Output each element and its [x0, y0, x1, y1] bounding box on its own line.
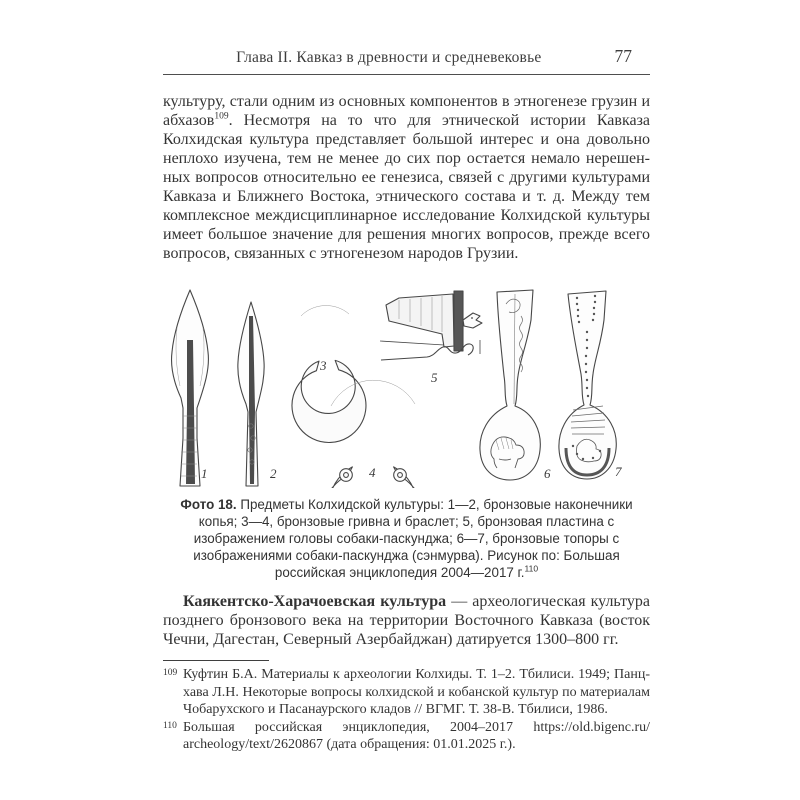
footnote-separator — [163, 660, 269, 661]
footnote-109 — [163, 666, 650, 719]
paragraph-kayakent-culture — [163, 592, 650, 649]
page-number: 77 — [614, 46, 632, 66]
figure-caption — [163, 496, 650, 581]
page-header — [163, 46, 650, 75]
grivna-ring-drawing — [292, 306, 366, 443]
figure-item-number: 3 — [320, 358, 327, 373]
paragraph-text: . Несмотря на то что для этнической истории Кавказа Колхидская культура представляет большой интерес и она довольно неплохо изучена, тем не менее до сих пор остается немало нерешенных вопросов относительно ее генезиса, связей с другими культурами Кавказа и Ближнего Востока, этнического состава и т. д. Между тем комплексное междисциплинарное исследование Колхидской культуры имеет большое значение для решения многих вопросов, прежде всего вопросов, связанных с этногенезом народов Грузии. — [163, 112, 650, 262]
footnote-number: 110 — [163, 720, 177, 731]
figure-item-number: 4 — [369, 465, 376, 480]
paragraph-text: — археологическая культура позднего бронзового века на территории Восточного Кавказа (восток Чечни, Дагестан, Северный Азербайджан) датируется 1300–800 гг. — [163, 593, 650, 648]
artifact-line-drawing — [163, 288, 650, 488]
paragraph-colchian-culture — [163, 92, 650, 263]
paragraph-text: культуру, стали одним из основных компонентов в этногенезе грузин и абхазов — [163, 93, 650, 129]
running-head-title: Глава II. Кавказ в древности и средневековье — [236, 49, 542, 66]
axe-7-drawing — [559, 291, 616, 479]
footnote-text: Куфтин Б.А. Материалы к археологии Колхиды. Т. 1–2. Тбилиси. 1949; Панцхава Л.Н. Некоторые вопросы колхидской и кобанской культур по материалам Чобарухского и Пасанаурского кладов // ВГМГ. Т. 38-В. Тбилиси, 1986. — [183, 667, 650, 718]
figure-item-number: 6 — [544, 466, 551, 481]
figure-item-number: 2 — [270, 466, 277, 481]
term-bold: Каякентско-Харачоевская культура — [183, 593, 447, 610]
figure-item-number: 5 — [431, 370, 438, 385]
footnote-ref-110: 110 — [524, 563, 539, 574]
footnote-ref-109: 109 — [214, 111, 229, 122]
caption-label: Фото 18. — [180, 497, 237, 512]
caption-text: Предметы Колхидской культуры: 1—2, бронзовые наконечники копья; 3—4, бронзовые гривна и браслет; 5, бронзовая пластина с изображением головы собаки-паскунджа; 6—7, бронзовые топоры с изображениями собаки-паскунджа (сэнмурва). Рисунок по: Большая российская энциклопедия 2004—2017 г. — [193, 497, 633, 580]
footnote-110 — [163, 719, 650, 754]
figure-item-number: 1 — [201, 466, 208, 481]
spearhead-2-drawing — [238, 302, 264, 486]
footnotes-block — [163, 666, 650, 754]
axe-6-drawing — [480, 290, 540, 480]
spearhead-1-drawing — [172, 290, 209, 486]
plate-dog-head-drawing — [380, 291, 482, 360]
figure-photo-18 — [163, 288, 650, 488]
figure-item-number: 7 — [615, 464, 622, 479]
footnote-text: Большая российская энциклопедия, 2004–2017 https://old.bigenc.ru/​archeology/text/2620867 (дата обращения: 01.01.2025 г.). — [183, 719, 650, 753]
footnote-number: 109 — [163, 668, 178, 678]
